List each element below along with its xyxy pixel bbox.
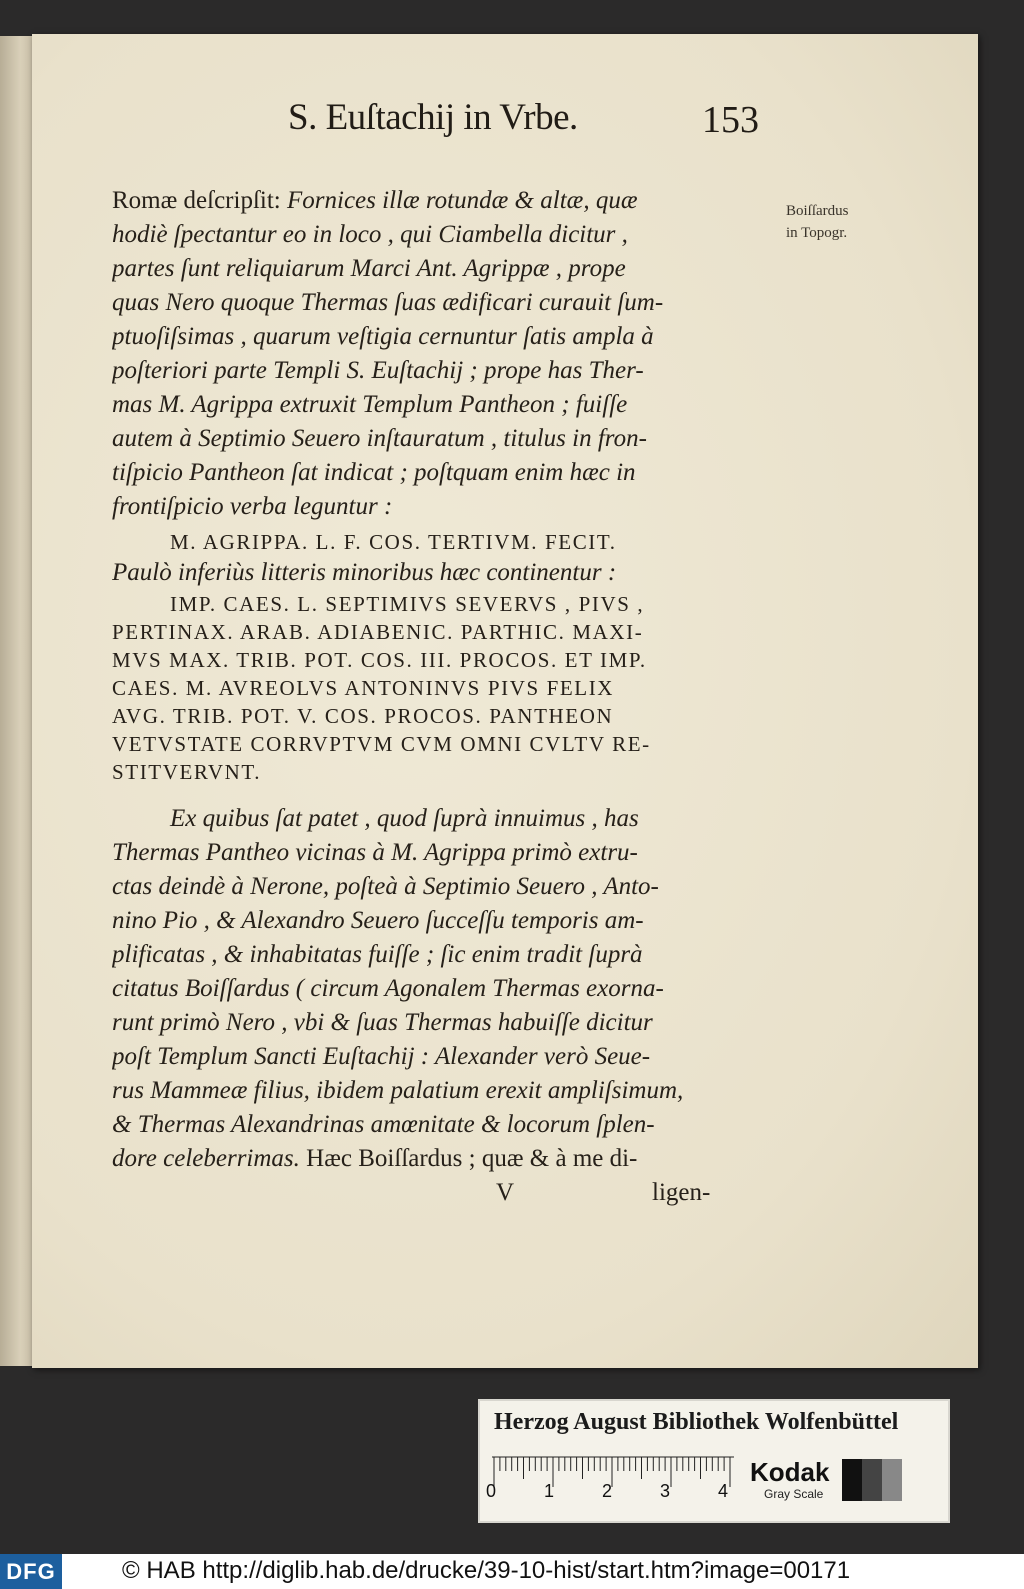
gray-patches [842, 1459, 902, 1501]
inscription-line: IMP. CAES. L. SEPTIMIVS SEVERVS , PIVS , [170, 592, 645, 616]
text-line [112, 184, 772, 218]
text-line: tiſpicio Pantheon ſat indicat ; poſtquam enim hæc in [112, 459, 636, 486]
ruler-number: 1 [544, 1481, 555, 1501]
inscription-line: AVG. TRIB. POT. V. COS. PROCOS. PANTHEON [112, 704, 614, 728]
ruler-number: 3 [660, 1481, 671, 1501]
text-line: poſt Templum Sancti Euſtachij : Alexander verò Seue- [112, 1043, 651, 1070]
page-number: 153 [702, 99, 759, 141]
signature-mark: V [496, 1179, 515, 1206]
text-line: mas M. Agrippa extruxit Templum Pantheon ; fuiſſe [112, 391, 628, 418]
ruler [492, 1455, 734, 1489]
footer-bar [0, 1554, 1024, 1589]
text-line: nino Pio , & Alexandro Seuero ſucceſſu temporis am- [112, 907, 644, 934]
roman-text: Romæ deſcripſit: [112, 187, 287, 214]
text-line: plificatas , & inhabitatas fuiſſe ; ſic enim tradit ſuprà [112, 941, 643, 968]
catchword: ligen- [652, 1179, 711, 1206]
signature-line [112, 1176, 772, 1210]
gray-patch [862, 1459, 882, 1501]
kodak-logo: Kodak [750, 1457, 830, 1487]
inscription-line: MVS MAX. TRIB. POT. COS. III. PROCOS. ET IMP. [112, 648, 647, 672]
copyright-url[interactable]: © HAB http://diglib.hab.de/drucke/39-10-hist/start.htm?image=00171 [122, 1557, 851, 1584]
ruler-number: 2 [602, 1481, 613, 1501]
main-text [112, 184, 772, 1210]
margin-note-line: Boiſſardus [786, 203, 849, 219]
inscription-agrippa: M. AGRIPPA. L. F. COS. TERTIVM. FECIT. [170, 530, 617, 554]
inscription-line: STITVERVNT. [112, 760, 262, 784]
text-line [112, 1142, 772, 1176]
inscription-line: VETVSTATE CORRVPTVM CVM OMNI CVLTV RE- [112, 732, 651, 756]
dfg-logo: DFG [0, 1554, 62, 1589]
text-line: ctas deindè à Nerone, poſteà à Septimio Seuero , Anto- [112, 873, 659, 900]
paragraph-gap [112, 786, 772, 802]
gray-patch [842, 1459, 862, 1501]
page-header [254, 96, 794, 146]
gray-patch [882, 1459, 902, 1501]
text-line: frontiſpicio verba leguntur : [112, 493, 393, 520]
text-line: quas Nero quoque Thermas ſuas ædificari curauit ſum- [112, 289, 664, 316]
inscription-line: PERTINAX. ARAB. ADIABENIC. PARTHIC. MAXI- [112, 620, 644, 644]
text-line: citatus Boiſſardus ( circum Agonalem Thermas exorna- [112, 975, 664, 1002]
roman-text: Hæc Boiſſardus ; quæ & à me di- [306, 1145, 638, 1172]
text-line: runt primò Nero , vbi & ſuas Thermas habuiſſe dicitur [112, 1009, 653, 1036]
italic-text: Fornices illæ rotundæ & altæ, quæ [287, 187, 638, 214]
running-title: S. Euſtachij in Vrbe. [288, 97, 578, 138]
gray-scale-label: Gray Scale [764, 1487, 824, 1501]
margin-note-line: in Topogr. [786, 225, 848, 241]
ruler-number: 4 [718, 1481, 729, 1501]
color-scale-card [478, 1399, 950, 1523]
inscription-line: CAES. M. AVREOLVS ANTONINVS PIVS FELIX [112, 676, 615, 700]
text-line: & Thermas Alexandrinas amœnitate & locorum ſplen- [112, 1111, 655, 1138]
ruler-number: 0 [486, 1481, 497, 1501]
margin-note [786, 200, 896, 244]
text-line: autem à Septimio Seuero inſtauratum , titulus in fron- [112, 425, 647, 452]
text-line: Ex quibus ſat patet , quod ſuprà innuimus , has [170, 805, 639, 832]
italic-text: dore celeberrimas. [112, 1145, 307, 1172]
text-line: poſteriori parte Templi S. Euſtachij ; prope has Ther- [112, 357, 644, 384]
text-line: Thermas Pantheo vicinas à M. Agrippa primò extru- [112, 839, 638, 866]
text-line: hodiè ſpectantur eo in loco , qui Ciambella dicitur , [112, 221, 628, 248]
inscription-intro: Paulò inferiùs litteris minoribus hæc continentur : [112, 559, 617, 586]
library-name: Herzog August Bibliothek Wolfenbüttel [494, 1409, 899, 1435]
facing-page-edge [0, 36, 34, 1366]
text-line: partes ſunt reliquiarum Marci Ant. Agrippæ , prope [112, 255, 626, 282]
text-line: ptuoſiſsimas , quarum veſtigia cernuntur ſatis ampla à [112, 323, 654, 350]
text-line: rus Mammeæ filius, ibidem palatium erexit ampliſsimum, [112, 1077, 684, 1104]
